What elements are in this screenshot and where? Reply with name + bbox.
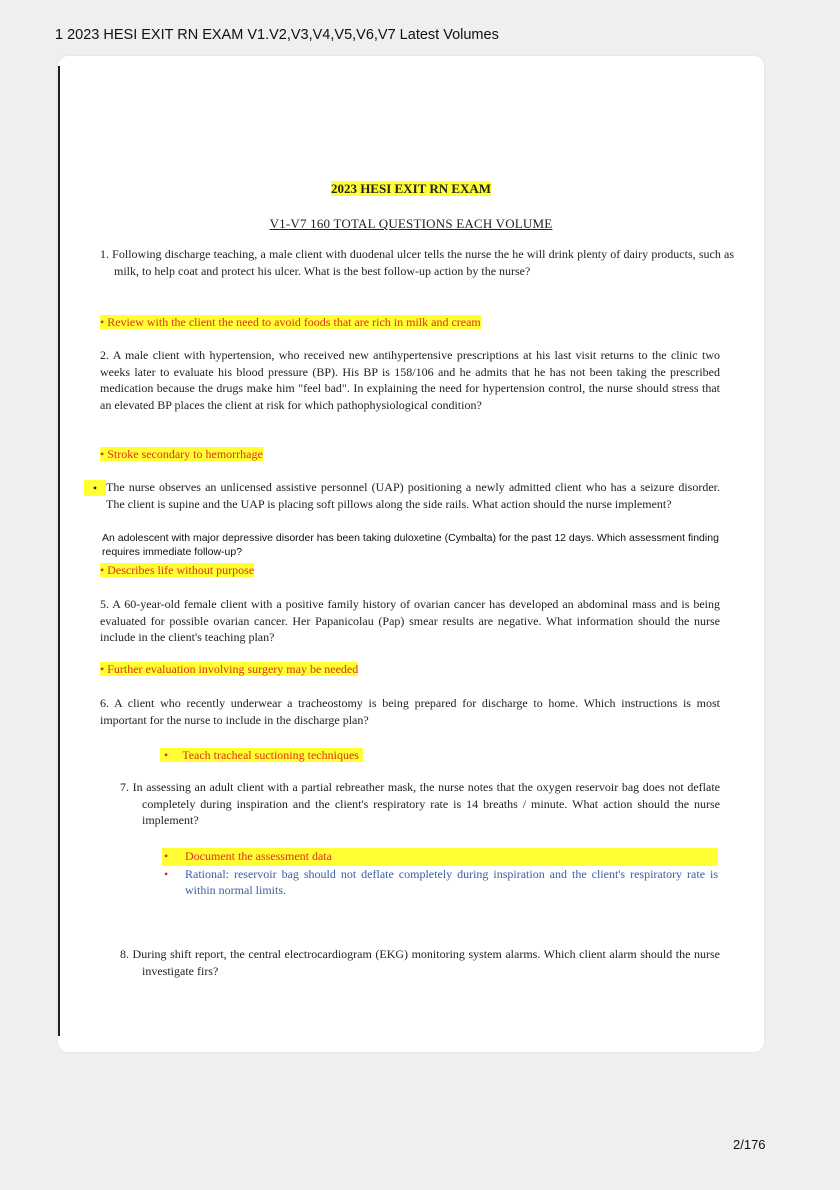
exam-title: 2023 HESI EXIT RN EXAM [330,181,492,196]
page-number: 2/176 [733,1137,766,1152]
question-2: 2. A male client with hypertension, who received new antihypertensive prescriptions at his last visit returns to the clinic two weeks later to evaluate his blood pressure (BP). His BP is 158/106 and he admits that he has not been taking the prescribed medication because the drugs make him "feel bad". In explaining the need for hypertension control, the nurse should stress that an elevated BP places the client at risk for which pathophysiological condition? [100,348,720,412]
answer-1: • Review with the client the need to avoid foods that are rich in milk and cream [100,315,481,329]
answer-5: • Further evaluation involving surgery may be needed [100,662,359,676]
page-left-border [58,66,60,1036]
answer-7-bullet-1: • [164,849,169,863]
question-7: 7. In assessing an adult client with a partial rebreather mask, the nurse notes that the oxygen reservoir bag does not deflate completely during inspiration and the client's respiratory rate is 14 breaths / minute. What action should the nurse implement? [120,780,720,827]
answer-6: • Teach tracheal suctioning techniques [160,747,363,763]
question-4: An adolescent with major depressive disorder has been taking duloxetine (Cymbalta) for the past 12 days. Which assessment finding requires immediate follow-up? [102,532,719,558]
document-header-title: 1 2023 HESI EXIT RN EXAM V1.V2,V3,V4,V5,V6,V7 Latest Volumes [55,27,499,43]
answer-7-bullet-2: • [164,867,169,881]
answer-6-bullet: • [164,748,169,762]
question-1: 1. Following discharge teaching, a male client with duodenal ulcer tells the nurse the he will drink plenty of dairy products, such as milk, to help coat and protect his ulcer. What is the best follow-up action by the nurse? [100,247,734,278]
document-page [58,56,764,1052]
question-3: The nurse observes an unlicensed assistive personnel (UAP) positioning a newly admitted client who has a seizure disorder. The client is supine and the UAP is placing soft pillows along the side rails. What action should the nurse implement? [106,480,720,511]
answer-7-rationale: Rational: reservoir bag should not deflate completely during inspiration and the client's respiratory rate is within normal limits. [185,867,718,897]
question-6: 6. A client who recently underwear a tracheostomy is being prepared for discharge to home. Which instructions is most important for the nurse to include in the discharge plan? [100,696,720,727]
answer-4: • Describes life without purpose [100,563,255,577]
answer-2: • Stroke secondary to hemorrhage [100,447,263,461]
question-5: 5. A 60-year-old female client with a positive family history of ovarian cancer has developed an abdominal mass and is being evaluated for possible ovarian cancer. Her Papanicolau (Pap) smear results are negative. What information should the nurse include in the client's teaching plan? [100,597,720,644]
question-3-bullet: • [84,480,106,496]
question-8: 8. During shift report, the central electrocardiogram (EKG) monitoring system alarms. Which client alarm should the nurse investigate firs? [120,947,720,978]
exam-subtitle: V1-V7 160 TOTAL QUESTIONS EACH VOLUME [269,216,553,231]
answer-7: Document the assessment data [185,849,332,863]
